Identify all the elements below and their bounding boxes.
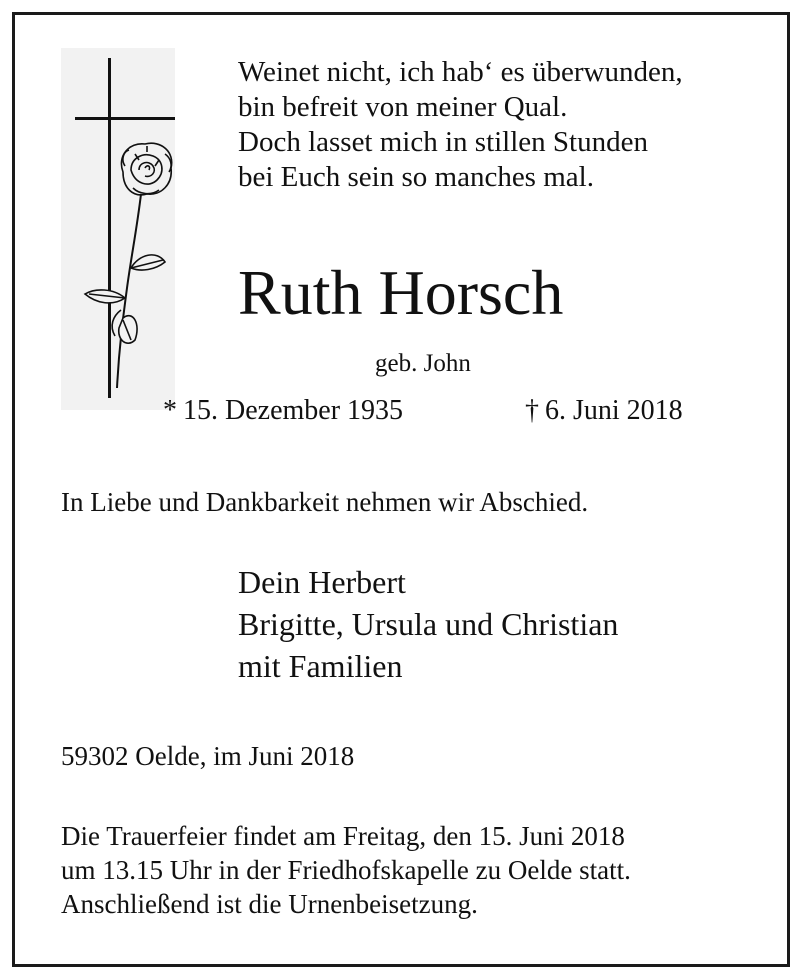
- signer-line: Dein Herbert: [238, 564, 406, 600]
- birth-date-line: [163, 394, 403, 428]
- verse-line: Doch lasset mich in stillen Stunden: [238, 126, 648, 158]
- farewell-text: In Liebe und Dankbarkeit nehmen wir Abschied.: [61, 487, 589, 517]
- place-and-date: 59302 Oelde, im Juni 2018: [61, 741, 355, 771]
- birth-star-icon: *: [163, 395, 177, 426]
- verse-line: bin befreit von meiner Qual.: [238, 91, 568, 123]
- signer-line: mit Familien: [238, 648, 403, 684]
- verse: [238, 55, 683, 195]
- obituary-notice: [12, 12, 790, 967]
- deceased-name: Ruth Horsch: [238, 257, 564, 328]
- cross-horizontal-beam: [75, 117, 175, 120]
- rose-stem: [117, 194, 141, 388]
- service-line: Anschließend ist die Urnenbeisetzung.: [61, 889, 478, 919]
- cross-and-rose-icon: [61, 48, 175, 410]
- birth-date: 15. Dezember 1935: [183, 395, 404, 426]
- maiden-name: geb. John: [375, 350, 471, 377]
- service-line: Die Trauerfeier findet am Freitag, den 15. Juni 2018: [61, 821, 625, 851]
- service-line: um 13.15 Uhr in der Friedhofskapelle zu Oelde statt.: [61, 855, 631, 885]
- death-date-line: [525, 394, 683, 428]
- signers: [238, 561, 618, 687]
- death-date: 6. Juni 2018: [545, 395, 683, 426]
- signer-line: Brigitte, Ursula und Christian: [238, 606, 619, 642]
- cross-vertical-beam: [108, 58, 111, 398]
- verse-line: Weinet nicht, ich hab‘ es überwunden,: [238, 56, 683, 88]
- cross-and-rose-drawing: [61, 48, 175, 410]
- verse-line: bei Euch sein so manches mal.: [238, 161, 594, 193]
- rose-bloom: [121, 143, 171, 195]
- funeral-service-info: [61, 819, 631, 921]
- death-dagger-icon: †: [525, 395, 539, 426]
